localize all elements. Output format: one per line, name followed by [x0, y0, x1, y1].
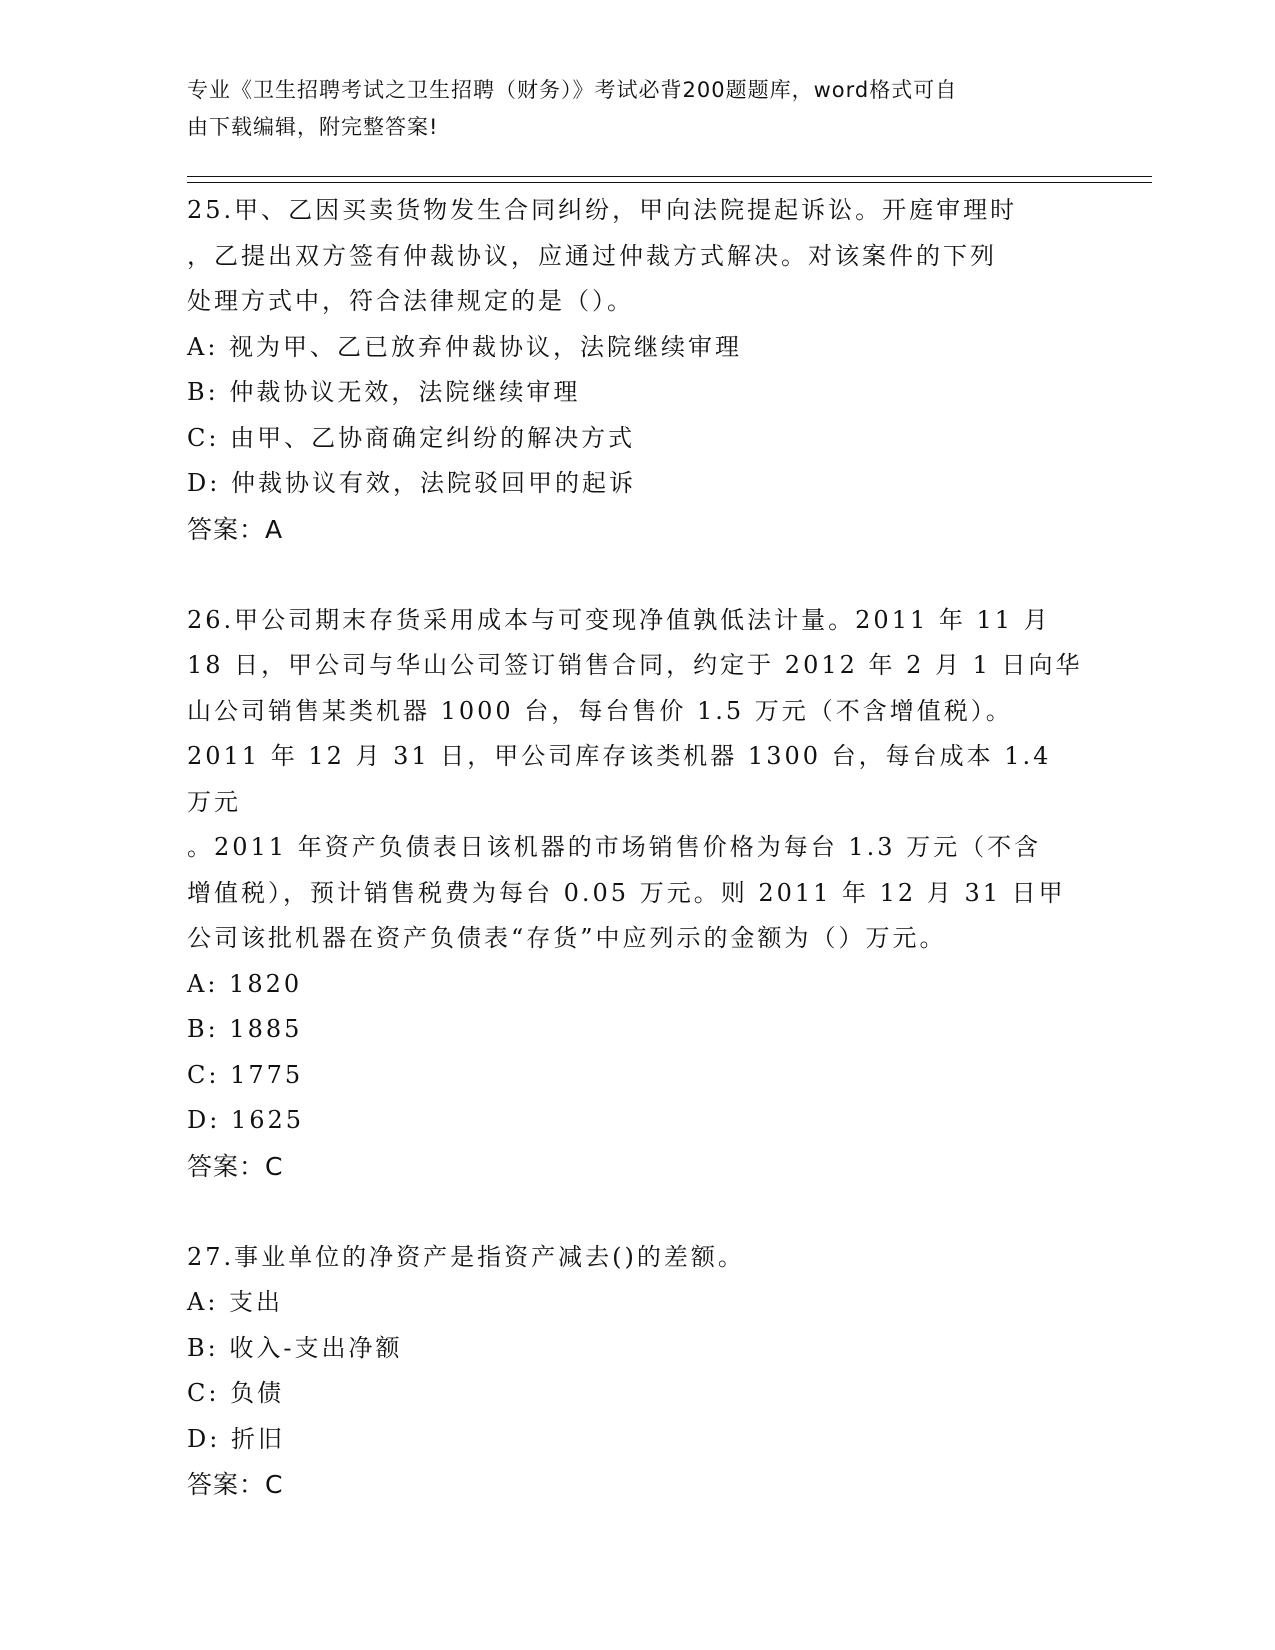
option-b: B: 仲裁协议无效，法院继续审理 — [187, 378, 581, 406]
header-divider-top — [187, 176, 1152, 177]
question-text: 25.甲、乙因买卖货物发生合同纠纷，甲向法院提起诉讼。开庭审理时 ，乙提出双方签有仲裁协议，应通过仲裁方式解决。对该案件的下列 处理方式中，符合法律规定的是（）。 — [187, 196, 1018, 315]
option-a: A: 视为甲、乙已放弃仲裁协议，法院继续审理 — [187, 332, 743, 361]
question-text: 27.事业单位的净资产是指资产减去()的差额。 — [187, 1242, 745, 1271]
question-list — [187, 188, 1087, 1508]
answer-label: 答案：C — [187, 1151, 284, 1181]
question-27 — [187, 1235, 1087, 1508]
question-26 — [187, 598, 1087, 1190]
option-b: B: 收入-支出净额 — [187, 1333, 403, 1362]
question-text: 26.甲公司期末存货采用成本与可变现净值孰低法计量。2011 年 11 月 18 日，甲公司与华山公司签订销售合同，约定于 2012 年 2 月 1 日向华 山公司销售某类机器 1000 台，每台售价 1.5 万元（不含增值税）。 2011 年 12 月 31 日，甲公司库存该类机器 1300 台，每台成本 1.4 万元 。2011 年资产负债表日该机器的市场销售价格为每台 1.3 万元（不含 增值税），预计销售税费为每台 0.05 万元。则 2011 年 12 月 31 日甲 公司该批机器在资产负债表“存货”中应列示的金额为（）万元。 — [187, 605, 1083, 952]
question-spacer — [187, 1189, 1087, 1235]
header-divider-bottom — [187, 182, 1152, 183]
option-a: A: 1820 — [187, 969, 303, 998]
option-d: D: 1625 — [187, 1106, 305, 1134]
question-25 — [187, 188, 1087, 552]
option-a: A: 支出 — [187, 1288, 284, 1316]
option-d: D: 仲裁协议有效，法院驳回甲的起诉 — [187, 469, 636, 497]
option-c: C: 由甲、乙协商确定纠纷的解决方式 — [187, 423, 636, 452]
question-spacer — [187, 552, 1087, 598]
option-d: D: 折旧 — [187, 1424, 285, 1453]
document-header: 专业《卫生招聘考试之卫生招聘（财务）》考试必背200题题库，word格式可自 由下载编辑，附完整答案! — [187, 78, 958, 139]
answer-label: 答案：C — [187, 1470, 284, 1499]
option-c: C: 1775 — [187, 1060, 304, 1089]
answer-label: 答案：A — [187, 514, 284, 544]
option-c: C: 负债 — [187, 1379, 285, 1407]
option-b: B: 1885 — [187, 1015, 303, 1043]
